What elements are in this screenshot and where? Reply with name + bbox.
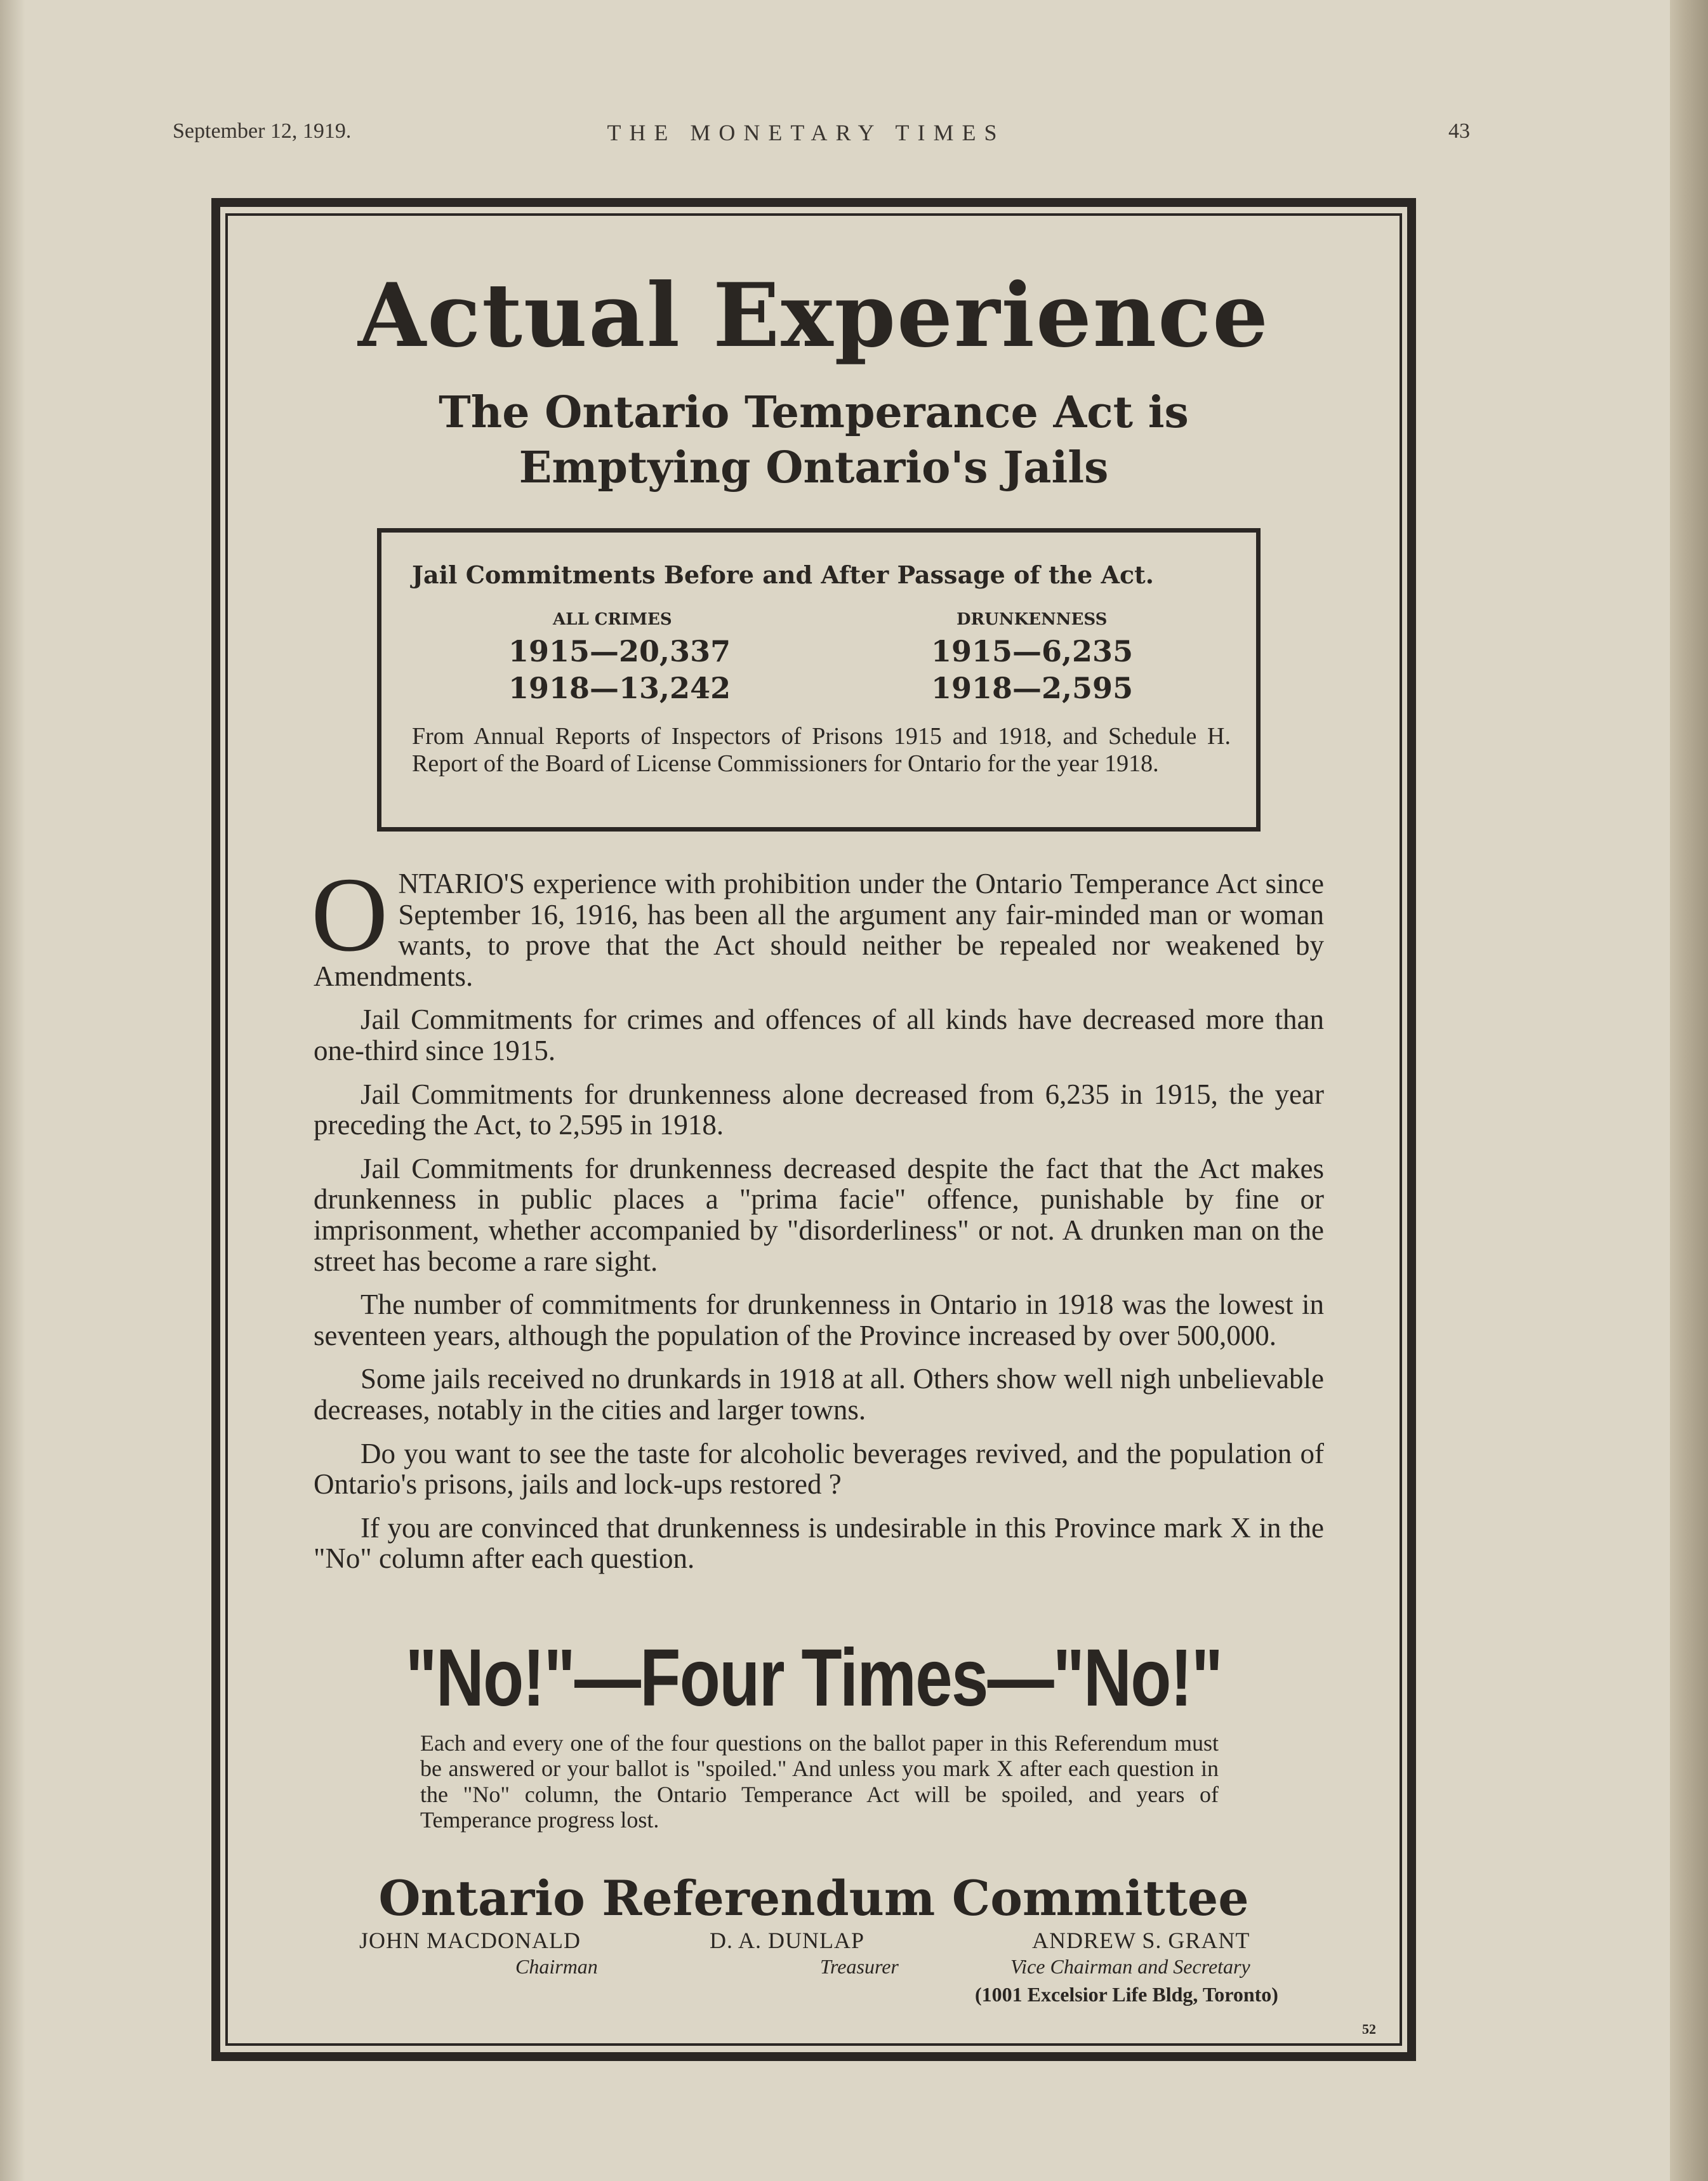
body-paragraph-5: The number of commitments for drunkenness in Ontario in 1918 was the lowest in seventeen years, although the population of the Province increased by over 500,000. [314, 1289, 1324, 1351]
drunkenness-label: DRUNKENNESS [957, 610, 1108, 629]
drop-cap: O [311, 856, 388, 974]
member-2-name: D. A. DUNLAP [710, 1928, 865, 1953]
drunkenness-1918: 1918—2,595 [931, 671, 1134, 705]
all-crimes-label: ALL CRIMES [553, 610, 672, 629]
body-paragraph-2: Jail Commitments for crimes and offences of all kinds have decreased more than one-third since 1915. [314, 1004, 1324, 1066]
ad-number: 52 [1362, 2021, 1376, 2037]
running-head-date: September 12, 1919. [173, 119, 352, 143]
page-number: 43 [1448, 119, 1470, 143]
page-gutter-shadow [0, 0, 25, 2181]
member-2-role: Treasurer [820, 1955, 899, 1978]
ad-headline: Actual Experience [358, 263, 1269, 367]
committee-name: Ontario Referendum Committee [378, 1870, 1249, 1926]
body-paragraph-3: Jail Commitments for drunkenness alone decreased from 6,235 in 1915, the year preceding the Act, to 2,595 in 1918. [314, 1078, 1324, 1141]
slogan-no-four-times: "No!"—Four Times—"No!" [405, 1633, 1222, 1723]
body-paragraph-4: Jail Commitments for drunkenness decreased despite the fact that the Act makes drunkenness in public places a "prima facie" offence, punishable by fine or imprisonment, whether accompanied by "disorderliness" or not. A drunken man on the street has become a rare sight. [314, 1152, 1324, 1277]
all-crimes-1918: 1918—13,242 [508, 671, 731, 705]
stats-source-note: From Annual Reports of Inspectors of Prisons 1915 and 1918, and Schedule H. Report of the Board of License Commissioners for Ontario for the year 1918. [412, 723, 1231, 777]
member-1-name: JOHN MACDONALD [359, 1928, 581, 1953]
ad-subhead-line1: The Ontario Temperance Act is [439, 387, 1189, 438]
member-3-name: ANDREW S. GRANT [1032, 1928, 1250, 1953]
body-paragraph-7: Do you want to see the taste for alcoholic beverages revived, and the population of Ontario's prisons, jails and lock-ups restored ? [314, 1437, 1324, 1501]
all-crimes-1915: 1915—20,337 [508, 634, 731, 668]
drunkenness-1915: 1915—6,235 [931, 634, 1134, 668]
ballot-note: Each and every one of the four questions on the ballot paper in this Referendum must be answered or your ballot is "spoiled." And unless you mark X after each question in the "No" column, the Ontario Temperance Act will be spoiled, and years of Temperance progress lost. [420, 1730, 1219, 1833]
body-paragraph-1: ONTARIO'S experience with prohibition under the Ontario Temperance Act since September 16, 1916, has been all the argument any fair-minded man or woman wants, to prove that the Act should neither be repealed nor weakened by Amendments. [311, 856, 1324, 992]
member-3-role: Vice Chairman and Secretary [1010, 1955, 1250, 1978]
committee-address: (1001 Excelsior Life Bldg, Toronto) [975, 1983, 1278, 2006]
ad-subhead-line2: Emptying Ontario's Jails [519, 442, 1109, 493]
stats-title: Jail Commitments Before and After Passage of the Act. [412, 560, 1154, 589]
ad-body-text [311, 856, 1324, 1587]
member-1-role: Chairman [515, 1955, 598, 1978]
page-edge [1670, 0, 1708, 2181]
jail-stats-box [377, 528, 1261, 832]
body-paragraph-8: If you are convinced that drunkenness is undesirable in this Province mark X in the "No" column after each question. [314, 1511, 1324, 1575]
body-paragraph-6: Some jails received no drunkards in 1918 at all. Others show well nigh unbelievable decreases, notably in the cities and larger towns. [314, 1363, 1324, 1426]
running-head-publication: THE MONETARY TIMES [607, 120, 1005, 145]
